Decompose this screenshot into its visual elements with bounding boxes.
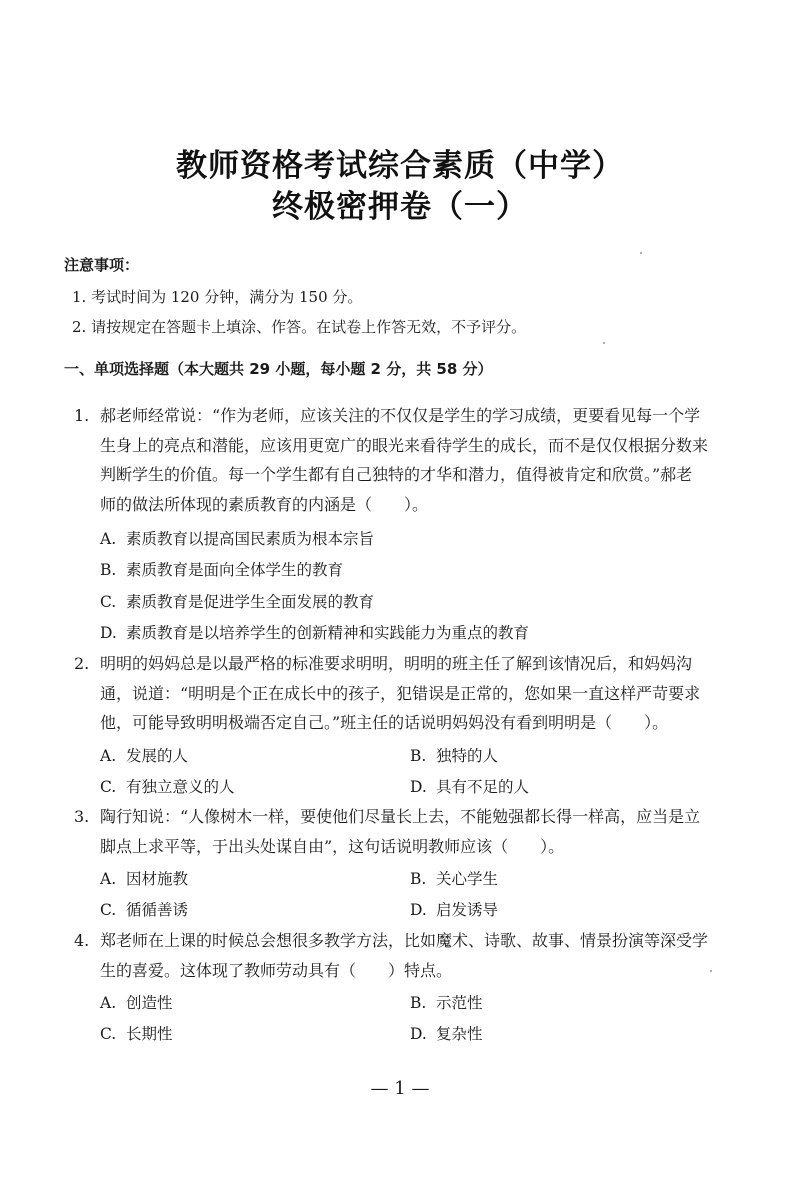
option-text: 复杂性 (436, 1025, 483, 1043)
question-text: 师的做法所体现的素质教育的内涵是（ ）。 (100, 494, 429, 514)
question-text: 通，说道：“明明是个正在成长中的孩子，犯错误是正常的，您如果一直这样严苛要求 (100, 683, 701, 703)
notice-item: 2. 请按规定在答题卡上填涂、作答。在试卷上作答无效，不予评分。 (72, 318, 527, 336)
option-text: 创造性 (126, 994, 173, 1012)
question-text: 郝老师经常说：“作为老师，应该关注的不仅仅是学生的学习成绩，更要看见每一个学 (100, 406, 701, 425)
option-d[interactable] (410, 898, 498, 920)
option-letter: D. (410, 778, 427, 796)
option-a[interactable] (100, 527, 374, 549)
option-letter: A. (100, 870, 117, 888)
option-d[interactable] (410, 1022, 483, 1044)
option-text: 启发诱导 (436, 901, 499, 919)
page-title: 教师资格考试综合素质（中学） (176, 148, 624, 184)
option-letter: C. (100, 901, 117, 919)
question-text: 明明的妈妈总是以最严格的标准要求明明，明明的班主任了解到该情况后，和妈妈沟 (100, 654, 693, 673)
scan-speck (603, 342, 605, 344)
question-text: 生身上的亮点和潜能，应该用更宽广的眼光来看待学生的成长，而不是仅仅根据分数来 (100, 435, 709, 455)
option-a[interactable] (100, 867, 188, 889)
option-letter: C. (100, 593, 117, 611)
option-text: 素质教育是面向全体学生的教育 (126, 561, 344, 579)
option-letter: C. (100, 1025, 117, 1043)
question-number: 3. (74, 807, 90, 826)
option-letter: B. (100, 561, 117, 579)
page-subtitle: 终极密押卷（一） (272, 189, 528, 225)
option-text: 有独立意义的人 (126, 778, 235, 796)
option-letter: B. (410, 994, 427, 1012)
option-b[interactable] (410, 991, 483, 1013)
notice-heading: 注意事项： (64, 256, 140, 274)
option-b[interactable] (100, 558, 343, 580)
option-c[interactable] (100, 590, 374, 612)
question-2 (74, 649, 746, 738)
question-text: 生的喜爱。这体现了教师劳动具有（ ）特点。 (100, 960, 453, 980)
option-c[interactable] (100, 1022, 173, 1044)
option-letter: A. (100, 530, 117, 548)
option-letter: D. (410, 1025, 427, 1043)
option-d[interactable] (100, 621, 529, 643)
question-number: 2. (74, 654, 90, 673)
section-heading: 一、单项选择题（本大题共 29 小题，每小题 2 分，共 58 分） (64, 360, 493, 378)
question-text: 判断学生的价值。每一个学生都有自己独特的才华和潜力，值得被肯定和欣赏。”郝老 (100, 465, 693, 484)
page-number: — 1 — (370, 1078, 430, 1099)
notice-item: 1. 考试时间为 120 分钟，满分为 150 分。 (72, 288, 363, 306)
option-text: 素质教育以提高国民素质为根本宗旨 (126, 530, 375, 548)
option-text: 示范性 (436, 994, 483, 1012)
option-b[interactable] (410, 744, 498, 766)
option-text: 素质教育是以培养学生的创新精神和实践能力为重点的教育 (126, 624, 530, 642)
question-number: 1. (74, 406, 90, 425)
scan-speck (640, 252, 642, 254)
question-text: 脚点上求平等，于出头处谋自由”，这句话说明教师应该（ ）。 (100, 836, 565, 856)
question-number: 4. (74, 931, 90, 950)
option-letter: A. (100, 747, 117, 765)
question-4 (74, 926, 746, 985)
option-letter: D. (100, 624, 117, 642)
option-text: 循循善诱 (126, 901, 189, 919)
option-text: 发展的人 (126, 747, 189, 765)
option-text: 关心学生 (436, 870, 499, 888)
question-text: 陶行知说：“人像树木一样，要使他们尽量长上去，不能勉强都长得一样高，应当是立 (100, 807, 701, 826)
option-letter: B. (410, 870, 427, 888)
option-letter: D. (410, 901, 427, 919)
option-c[interactable] (100, 775, 235, 797)
option-text: 独特的人 (436, 747, 499, 765)
question-3 (74, 802, 746, 861)
option-c[interactable] (100, 898, 188, 920)
scan-speck (710, 970, 712, 972)
option-text: 因材施教 (126, 870, 189, 888)
option-text: 素质教育是促进学生全面发展的教育 (126, 593, 375, 611)
option-a[interactable] (100, 744, 188, 766)
option-d[interactable] (410, 775, 529, 797)
option-letter: B. (410, 747, 427, 765)
option-b[interactable] (410, 867, 498, 889)
question-text: 他，可能导致明明极端否定自己。”班主任的话说明妈妈没有看到明明是（ ）。 (100, 713, 669, 732)
option-text: 长期性 (126, 1025, 173, 1043)
question-1 (74, 401, 746, 519)
option-a[interactable] (100, 991, 173, 1013)
option-letter: A. (100, 994, 117, 1012)
option-text: 具有不足的人 (436, 778, 530, 796)
option-letter: C. (100, 778, 117, 796)
question-text: 郑老师在上课的时候总会想很多教学方法，比如魔术、诗歌、故事、情景扮演等深受学 (100, 931, 709, 950)
